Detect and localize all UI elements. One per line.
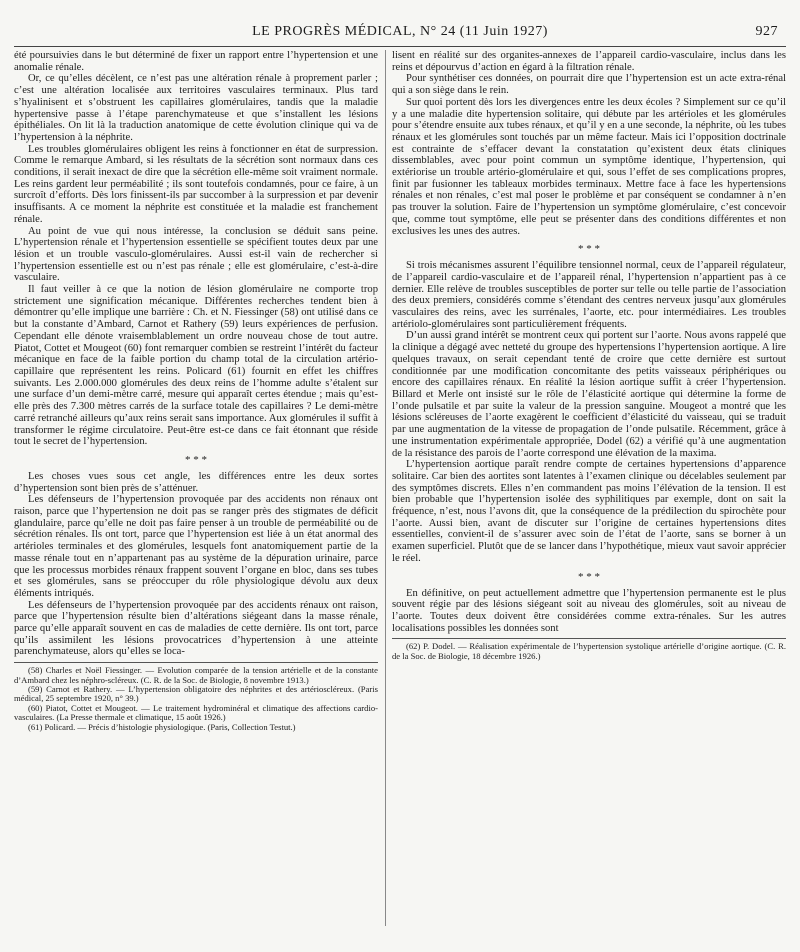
paragraph: D’un aussi grand intérêt se montrent ceux qui portent sur l’aorte. Nous avons rappelé que la clinique a dégagé avec netteté du groupe des hypertensions l’hypertension aortique. A lire quelques travaux, on serait cependant tenté de croire que cette dernière est surtout conditionnée par une modification concomitante des petits vaisseaux périphériques ou encore des capillaires rénaux. En réalité la lésion aortique suffit à créer l’hypertension. Billard et Merle ont insisté sur le rôle de l’élasticité aortique qui détermine la forme de l’onde pulsatile et par suite la valeur de la pression sanguine. Mougeot a montré que les lésions scléreuses de l’aorte exagèrent le coefficient d’élasticité du vaisseau, qui se traduit par une augmentation de la vitesse de propagation de l’onde pulsatile. Récemment, grâce à une instrumentation expérimentale appropriée, Dodel (62) a vérifié qu’à une augmentation de la résistance des parois de l’aorte correspond une élévation de la maxima. xyxy=(392,330,786,459)
paragraph: Les défenseurs de l’hypertension provoquée par des accidents rénaux ont raison, parce que l’hypertension résulte bien d’altérations siégeant dans la masse rénale, parce qu’elle apparaît souvent en cas de maladies de cette dernière. Ils ont tort, parce qu’ils assimilent les lésions provocatrices d’hypertension à une atteinte parenchymateuse, alors qu’elles se loca- xyxy=(14,599,378,658)
journal-title: LE PROGRÈS MÉDICAL, N° 24 (11 Juin 1927) xyxy=(252,24,548,39)
footnote: (62) P. Dodel. — Réalisation expérimentale de l’hypertension systolique artérielle d’origine aortique. (C. R. de la Soc. de Biologie, 18 décembre 1926.) xyxy=(392,641,786,661)
paragraph: L’hypertension aortique paraît rendre compte de certaines hypertensions d’apparence solitaire. Car bien des aortites sont latentes à l’examen clinique ou décelables seulement par des symptômes discrets. Elles n’en commandent pas moins l’élévation de la tension. Il est bien probable que l’hypertension isolée des syphilitiques par exemple, dont on sait la fréquence, n’est, nous l’avons dit, que la conséquence de la prédilection du spirochète pour l’aorte. Aussi bien, avant de discuter sur l’origine de certaines hypertensions dites essentielles, convient-il de s’assurer avec soin de l’état de l’aorte, sans se borner à un examen superficiel. Plutôt que de se lancer dans l’hypothétique, mieux vaut savoir apprécier le réel. xyxy=(392,459,786,564)
running-header xyxy=(14,24,786,44)
footnote: (59) Carnot et Rathery. — L’hypertension obligatoire des néphrites et des artérioscléreux. (Paris médical, 25 septembre 1920, n° 39.) xyxy=(14,683,378,704)
header-rule xyxy=(14,46,786,47)
paragraph: Les défenseurs de l’hypertension provoquée par des accidents non rénaux ont raison, parce que l’hypertension ne doit pas se ranger près des stigmates de déficit glandulaire, parce qu’elle ne doit pas faire penser à un trouble de perméabilité ou de sécrétion rénales. Ils ont tort, parce que l’hypertension est liée à un état anormal des artérioles terminales et des glomérules, lesquels font anatomiquement partie de la masse rénale tout en n’appartenant pas au système de la dépuration urinaire, parce que les processus morbides rénaux frappent souvent l’organe en bloc, dans ses tubes et ses glomérules, sans se préoccuper du rôle physiologique dévolu aux deux éléments intriqués. xyxy=(14,494,378,599)
left-column xyxy=(14,50,378,732)
footnote-rule xyxy=(14,662,378,663)
footnote: (60) Piatot, Cottet et Mougeot. — Le traitement hydrominéral et climatique des affections cardio-vasculaires. (La Presse thermale et climatique, 15 août 1926.) xyxy=(14,702,378,723)
paragraph: En définitive, on peut actuellement admettre que l’hypertension permanente est le plus souvent régie par des lésions siégeant soit au niveau des glomérules, soit au niveau de l’aorte. Toutes deux doivent être considérées comme extra-rénales. Sur les autres localisations possibles les données sont xyxy=(392,587,786,634)
paragraph: Or, ce qu’elles décèlent, ce n’est pas une altération rénale à proprement parler ; c’est une altération localisée aux territoires vasculaires terminaux. Plus tard s’hyalinisent et s’obstruent les capillaires glomérulaires, tandis que la maladie hypertensive passe à l’étape parenchymateuse et que s’installent les lésions épithéliales. On lit là la traduction anatomique de cette évolution clinique qui va de l’hypertension à la néphrite. xyxy=(14,73,378,143)
paragraph: Si trois mécanismes assurent l’équilibre tensionnel normal, ceux de l’appareil régulateur, de l’appareil cardio-vasculaire et de l’appareil rénal, l’hypertension n’appartient pas à ce dernier. Elle relève de troubles susceptibles de porter sur telle ou telle partie de l’association des deux premiers, considérés comme s’étendant des centres nerveux jusqu’aux glomérules vasculaires des reins, avec les surrénales, l’aorte, etc. pour intermédiaires. Les troubles artériolo-glomérulaires sont particulièrement fréquents. xyxy=(392,260,786,330)
footnote-rule xyxy=(392,638,786,639)
footnote: (61) Policard. — Précis d’histologie physiologique. (Paris, Collection Testut.) xyxy=(28,721,296,732)
paragraph: Les choses vues sous cet angle, les différences entre les deux sortes d’hypertension sont bien près de s’atténuer. xyxy=(14,470,378,494)
column-divider xyxy=(385,50,386,926)
paragraph: Les troubles glomérulaires obligent les reins à fonctionner en état de surpression. Comme le remarque Ambard, si les résultats de la sécrétion sont normaux dans ces conditions, il serait inexact de dire que la sécrétion elle-même soit vraiment normale. Les reins gardent leur perméabilité ; ils sont toutefois condamnés, pour ce faire, à un surcroît d’efforts. Dès lors finissent-ils par succomber à la surpression et par devenir insuffisants. A ce moment la néphrite est constituée et la maladie est franchement rénale. xyxy=(14,143,378,225)
section-separator: * * * xyxy=(578,243,600,256)
section-separator: * * * xyxy=(578,570,600,583)
right-column xyxy=(392,50,786,661)
paragraph: Il faut veiller à ce que la notion de lésion glomérulaire ne comporte trop strictement une signification mécanique. Différentes recherches tendent bien à démontrer qu’elle implique une barrière : Ch. et N. Fiessinger (58) ont utilisé dans ce but la constante d’Ambard, Carnot et Rathery (59) leurs expériences de perfusion. Cependant elle dénote vraisemblablement un ordre nouveau chose de tout autre. Piatot, Cottet et Mougeot (60) font remarquer combien se restreint l’intérêt du facteur mécanique en face de la faible portion du champ total de la circulation artério-capillaire que représentent les reins. Policard (61) fournit en effet les chiffres suivants. Les 2.000.000 glomérules des deux reins de l’homme adulte s’étalent sur une surface d’un demi-mètre carré, mesure qui apparaît certes étendue ; mais qu’est-elle près des 7.300 mètres carrés de la surface totale des capillaires ? Le demi-mètre carré retranché ailleurs qu’aux reins serait sans importance. Aux glomérules il suffit à transformer le régime circulatoire. Peut-être est-ce dans ce fait étonnant que réside tout le secret de l’hypertension. xyxy=(14,284,378,448)
page-number: 927 xyxy=(755,24,778,39)
footnote: (58) Charles et Noël Fiessinger. — Evolution comparée de la tension artérielle et de la constante d’Ambard chez les néphro-scléreux. (C. R. de la Soc. de Biologie, 8 novembre 1913.) xyxy=(14,665,378,685)
paragraph: Pour synthétiser ces données, on pourrait dire que l’hypertension est un acte extra-rénal qui a son siège dans le rein. xyxy=(392,73,786,97)
section-separator: * * * xyxy=(185,453,207,466)
paragraph: été poursuivies dans le but déterminé de fixer un rapport entre l’hypertension et une anomalie rénale. xyxy=(14,50,378,73)
paragraph: lisent en réalité sur des organites-annexes de l’appareil cardio-vasculaire, inclus dans les reins et dépourvus d’action en égard à la filtration rénale. xyxy=(392,50,786,73)
paragraph: Sur quoi portent dès lors les divergences entre les deux écoles ? Simplement sur ce qu’il y a une maladie dite hypertension solitaire, qui débute par les artérioles et les glomérules pour s’étendre ensuite aux tubes rénaux, et qu’il y en a une seconde, la néphrite, où les tubes rénaux et les glomérules sont touchés par un même facteur. Mais ici l’opposition doctrinale est contrainte de s’effacer devant la constatation qu’existent deux états cliniques dissemblables, avec pour point commun un symptôme identique, l’hypertension, qui extériorise un trouble artério-glomérulaire et qui, sous l’effet de ses complications propres, finit par fusionner les tableaux morbides terminaux. Mettre face à face les hypertensions rénales et non rénales, c’est mal poser le problème et par conséquent se condamner à n’en pas trouver la solution. Faire de l’hypertension un symptôme glomérulaire, c’est concevoir que, comme tout symptôme, elle peut se présenter dans des conditions différentes et non exclusives les unes des autres. xyxy=(392,96,786,237)
paragraph: Au point de vue qui nous intéresse, la conclusion se déduit sans peine. L’hypertension rénale et l’hypertension essentielle se spécifient toutes deux par une lésion et un trouble vasculo-glomérulaires. Aussi est-il vain de rechercher si l’hypertension essentielle est ou n’est pas rénale ; elle est glomérulaire, c’est-à-dire vasculaire. xyxy=(14,225,378,284)
